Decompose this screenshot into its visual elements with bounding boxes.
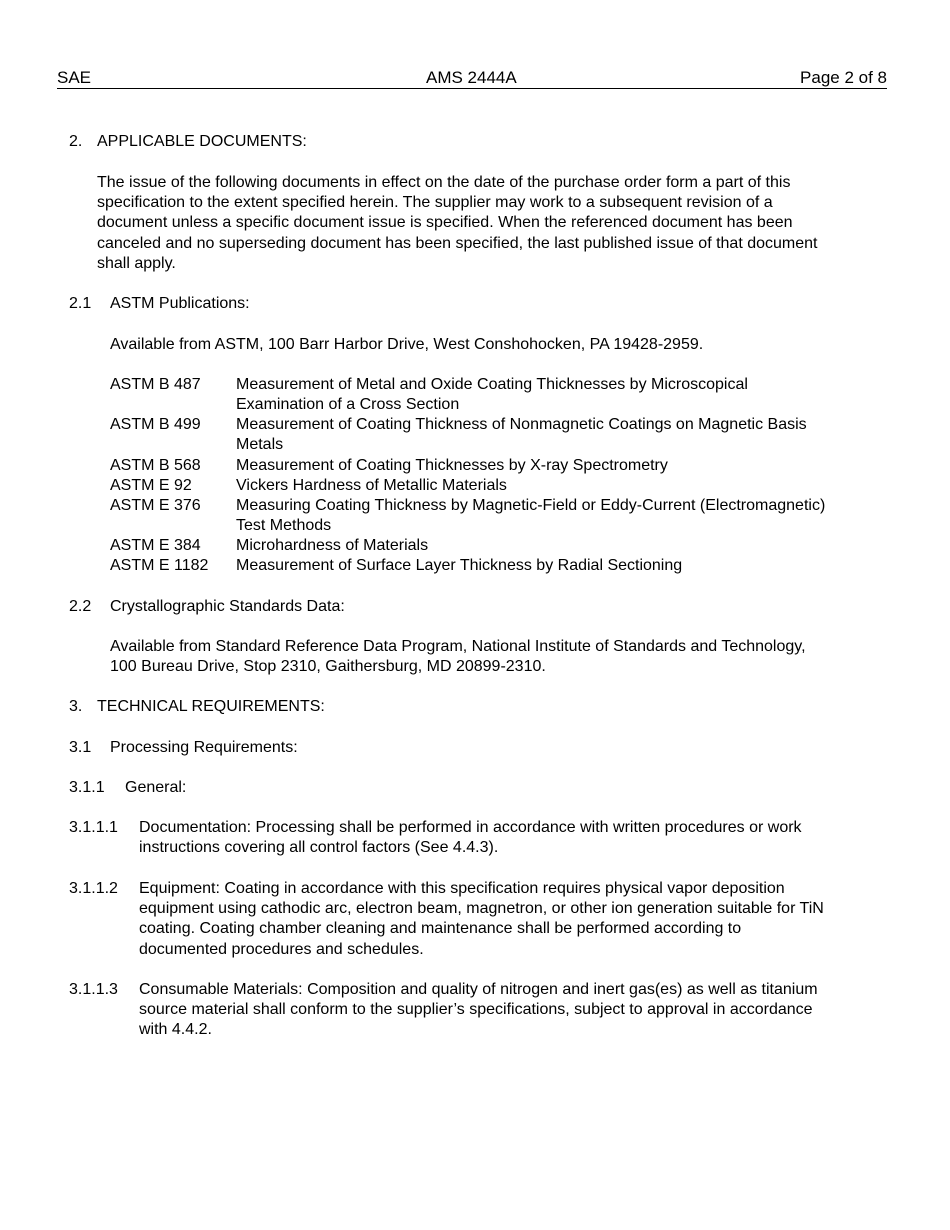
section-3-1-1-1-number: 3.1.1.1 [69, 819, 118, 836]
section-3-1-1-title: General: [125, 779, 187, 796]
reference-id: ASTM B 487 [110, 376, 201, 393]
paragraph-line: 100 Bureau Drive, Stop 2310, Gaithersburg, MD 20899-2310. [110, 658, 546, 676]
reference-title-line: Measurement of Metal and Oxide Coating Thicknesses by Microscopical [236, 376, 748, 393]
reference-title-line: Measurement of Coating Thickness of Nonmagnetic Coatings on Magnetic Basis [236, 416, 807, 433]
reference-title [236, 415, 866, 455]
section-2-2-title: Crystallographic Standards Data: [110, 598, 345, 615]
reference-title: Vickers Hardness of Metallic Materials [236, 477, 507, 494]
section-3-1-number: 3.1 [69, 739, 92, 756]
paragraph-line: document unless a specific document issue is specified. When the referenced document has been [97, 214, 793, 232]
reference-title-line: Test Methods [236, 517, 332, 535]
page-header [57, 68, 887, 89]
reference-title [236, 375, 866, 415]
section-2-1-title: ASTM Publications: [110, 295, 250, 312]
section-3-1-1-2-paragraph [139, 879, 884, 960]
section-3-1-1-number: 3.1.1 [69, 779, 105, 796]
reference-id: ASTM B 499 [110, 416, 201, 433]
paragraph-line: with 4.4.2. [139, 1021, 212, 1039]
section-3-title: TECHNICAL REQUIREMENTS: [97, 698, 325, 715]
paragraph-line: shall apply. [97, 254, 176, 272]
astm-availability: Available from ASTM, 100 Barr Harbor Drive, West Conshohocken, PA 19428-2959. [110, 336, 704, 353]
reference-id: ASTM E 1182 [110, 557, 209, 574]
paragraph-line: Equipment: Coating in accordance with this specification requires physical vapor deposition [139, 880, 785, 897]
header-org: SAE [57, 68, 92, 87]
paragraph-line: documented procedures and schedules. [139, 940, 424, 958]
reference-id: ASTM B 568 [110, 457, 201, 474]
paragraph-line: Available from Standard Reference Data Program, National Institute of Standards and Technology, [110, 638, 806, 655]
reference-title-line: Measuring Coating Thickness by Magnetic-Field or Eddy-Current (Electromagnetic) [236, 497, 826, 514]
section-3-1-title: Processing Requirements: [110, 739, 298, 756]
reference-title: Microhardness of Materials [236, 537, 429, 554]
section-3-1-1-3-paragraph [139, 980, 884, 1041]
reference-title: Measurement of Coating Thicknesses by X-ray Spectrometry [236, 457, 668, 474]
reference-title-line: Examination of a Cross Section [236, 396, 460, 414]
paragraph-line: specification to the extent specified herein. The supplier may work to a subsequent revision of a [97, 194, 773, 212]
section-3-1-1-1-paragraph [139, 818, 884, 858]
paragraph-line: Consumable Materials: Composition and quality of nitrogen and inert gas(es) as well as titanium [139, 981, 818, 998]
section-3-number: 3. [69, 698, 83, 715]
section-2-number: 2. [69, 133, 83, 150]
reference-title: Measurement of Surface Layer Thickness by Radial Sectioning [236, 557, 683, 574]
section-2-paragraph [97, 173, 887, 274]
reference-title-line: Metals [236, 436, 284, 454]
paragraph-line: coating. Coating chamber cleaning and maintenance shall be performed according to [139, 920, 742, 938]
section-2-1-number: 2.1 [69, 295, 92, 312]
paragraph-line: canceled and no superseding document has been specified, the last published issue of that document [97, 234, 818, 252]
header-doc-number: AMS 2444A [426, 68, 517, 87]
section-3-1-1-3-number: 3.1.1.3 [69, 981, 118, 998]
paragraph-line: instructions covering all control factors (See 4.4.3). [139, 839, 499, 857]
reference-title [236, 496, 866, 536]
paragraph-line: Documentation: Processing shall be performed in accordance with written procedures or work [139, 819, 802, 836]
paragraph-line: equipment using cathodic arc, electron beam, magnetron, or other ion generation suitable for TiN [139, 900, 824, 918]
header-page-number: Page 2 of 8 [800, 68, 887, 87]
paragraph-line: source material shall conform to the supplier’s specifications, subject to approval in accordance [139, 1001, 813, 1019]
section-2-title: APPLICABLE DOCUMENTS: [97, 133, 307, 150]
paragraph-line: The issue of the following documents in effect on the date of the purchase order form a part of this [97, 174, 791, 191]
section-2-2-paragraph [110, 637, 880, 677]
section-2-2-number: 2.2 [69, 598, 92, 615]
reference-id: ASTM E 384 [110, 537, 201, 554]
reference-id: ASTM E 92 [110, 477, 192, 494]
section-3-1-1-2-number: 3.1.1.2 [69, 880, 118, 897]
reference-id: ASTM E 376 [110, 497, 201, 514]
